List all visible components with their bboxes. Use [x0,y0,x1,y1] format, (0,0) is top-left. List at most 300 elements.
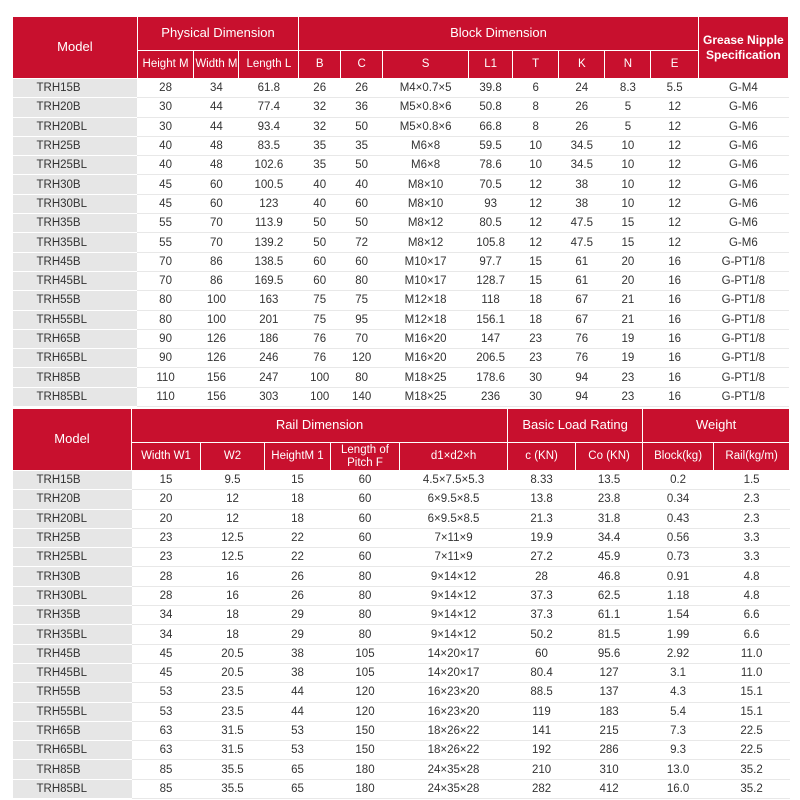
table-row [13,175,789,194]
model-cell: TRH35BL [13,233,138,252]
table-cell: 70 [194,233,239,252]
column-header: Length L [239,51,299,79]
table-cell: 63 [132,721,201,740]
model-cell: TRH20B [13,490,132,509]
table-cell: 12 [651,117,698,136]
table-cell: 7×11×9 [400,548,508,567]
model-cell: TRH65B [13,721,132,740]
table-cell: 215 [576,721,643,740]
table-cell: 28 [132,586,201,605]
table-cell: 12 [651,136,698,155]
table-cell: 6×9.5×8.5 [400,509,508,528]
table-cell: 45.9 [576,548,643,567]
table-cell: 12 [651,214,698,233]
table-cell: M18×25 [383,368,469,387]
table-cell: 1.18 [643,586,714,605]
table-cell: 127 [576,663,643,682]
table-cell: 32 [299,98,341,117]
model-cell: TRH55BL [13,310,138,329]
table-cell: 100 [194,291,239,310]
table-cell: 18 [513,310,559,329]
table-cell: 50 [341,117,383,136]
table-cell: 61 [559,271,605,290]
table-cell: 4.3 [643,683,714,702]
table-cell: M12×18 [383,310,469,329]
model-cell: TRH25B [13,528,132,547]
table-cell: 50.2 [508,625,576,644]
table-cell: 140 [341,387,383,406]
table-cell: 23 [605,368,651,387]
block-dimension-table [12,16,789,407]
table-cell: 75 [299,310,341,329]
table-cell: 22 [265,548,331,567]
table-cell: 60 [508,644,576,663]
table-cell: 40 [137,156,194,175]
table-cell: 35.5 [201,779,265,798]
table-cell: 4.8 [714,586,790,605]
table-cell: 26 [265,586,331,605]
table-row [13,606,790,625]
table-row [13,721,790,740]
table-cell: 24×35×28 [400,779,508,798]
table-cell: 30 [137,98,194,117]
table-cell: 47.5 [559,214,605,233]
model-cell: TRH85B [13,368,138,387]
table-cell: 23.5 [201,683,265,702]
table-cell: 18×26×22 [400,721,508,740]
table-cell: 12 [513,214,559,233]
table-cell: 18×26×22 [400,741,508,760]
table-cell: 1.54 [643,606,714,625]
table-cell: 36 [341,98,383,117]
table-cell: 45 [137,194,194,213]
table-cell: 138.5 [239,252,299,271]
table-cell: 16 [651,271,698,290]
table-row [13,760,790,779]
table-cell: 16×23×20 [400,683,508,702]
table-cell: 70 [194,214,239,233]
table-cell: 5 [605,98,651,117]
table-cell: 35 [341,136,383,155]
table-cell: 11.0 [714,644,790,663]
table-cell: 61 [559,252,605,271]
table-cell: 60 [331,548,400,567]
table-cell: 2.92 [643,644,714,663]
table-cell: 156 [194,387,239,406]
table-cell: 90 [137,349,194,368]
model-cell: TRH35B [13,606,132,625]
table-cell: 60 [299,252,341,271]
table-cell: G-PT1/8 [698,252,788,271]
column-header: T [513,51,559,79]
table-cell: G-M4 [698,79,788,98]
table-cell: 15.1 [714,702,790,721]
table-cell: 97.7 [469,252,513,271]
table-cell: 37.3 [508,606,576,625]
table-cell: G-PT1/8 [698,349,788,368]
table-cell: G-PT1/8 [698,291,788,310]
column-header: Width W1 [132,443,201,471]
table-cell: 70 [137,271,194,290]
table-cell: 77.4 [239,98,299,117]
model-cell: TRH85BL [13,387,138,406]
table-cell: 12 [513,233,559,252]
table-cell: 16 [651,310,698,329]
model-header: Model [13,409,132,471]
physical-dimension-header: Physical Dimension [137,17,298,51]
model-cell: TRH85B [13,760,132,779]
table-cell: 65 [265,760,331,779]
column-header: c (KN) [508,443,576,471]
model-cell: TRH65BL [13,349,138,368]
table-cell: 67 [559,310,605,329]
table-cell: 137 [576,683,643,702]
table-cell: 61.8 [239,79,299,98]
table-cell: 110 [137,368,194,387]
table-cell: 105 [331,644,400,663]
column-header: B [299,51,341,79]
table-cell: 61.1 [576,606,643,625]
table-cell: 39.8 [469,79,513,98]
model-cell: TRH30BL [13,586,132,605]
table-cell: 50 [341,214,383,233]
model-cell: TRH30B [13,175,138,194]
table-cell: G-M6 [698,194,788,213]
table-cell: 119 [508,702,576,721]
table-cell: 80 [137,291,194,310]
column-header: Co (KN) [576,443,643,471]
model-cell: TRH65B [13,329,138,348]
table-cell: 310 [576,760,643,779]
table-cell: 10 [605,136,651,155]
table-cell: 35.2 [714,760,790,779]
model-cell: TRH45B [13,644,132,663]
table-cell: 16×23×20 [400,702,508,721]
table-cell: 60 [331,509,400,528]
table-cell: 210 [508,760,576,779]
table-cell: 183 [576,702,643,721]
table-cell: 186 [239,329,299,348]
table-cell: 139.2 [239,233,299,252]
table-cell: 47.5 [559,233,605,252]
table-cell: 15 [605,233,651,252]
table-row [13,387,789,406]
column-header: Length of Pitch F [331,443,400,471]
model-cell: TRH85BL [13,779,132,798]
table-cell: 15 [513,271,559,290]
table-cell: 120 [341,349,383,368]
table-cell: M6×8 [383,136,469,155]
table-cell: 16 [651,252,698,271]
table-cell: 113.9 [239,214,299,233]
table-cell: 178.6 [469,368,513,387]
table-row [13,586,790,605]
table-cell: 201 [239,310,299,329]
table-row [13,214,789,233]
table-row [13,779,790,798]
table-cell: 15 [513,252,559,271]
table-cell: 206.5 [469,349,513,368]
table-cell: 94 [559,387,605,406]
table-cell: 21 [605,291,651,310]
table-cell: 78.6 [469,156,513,175]
column-header: Block(kg) [643,443,714,471]
table-cell: M8×12 [383,214,469,233]
table-cell: 412 [576,779,643,798]
table-cell: 11.0 [714,663,790,682]
table-cell: 0.43 [643,509,714,528]
model-cell: TRH20BL [13,117,138,136]
table-cell: 247 [239,368,299,387]
table-cell: 100.5 [239,175,299,194]
table-cell: 16 [651,329,698,348]
table-cell: 18 [201,625,265,644]
table-cell: 12 [201,509,265,528]
table-row [13,310,789,329]
table-row [13,528,790,547]
table-cell: 70 [137,252,194,271]
table-cell: 156 [194,368,239,387]
table-cell: 12 [651,194,698,213]
table-cell: 80 [341,271,383,290]
table-cell: 35 [299,136,341,155]
table-cell: G-PT1/8 [698,310,788,329]
table-row [13,194,789,213]
column-header: Rail(kg/m) [714,443,790,471]
table-row [13,271,789,290]
table-cell: 60 [331,528,400,547]
table-cell: 8 [513,98,559,117]
table-row [13,741,790,760]
table-cell: 90 [137,329,194,348]
table-cell: 169.5 [239,271,299,290]
table-cell: 46.8 [576,567,643,586]
model-cell: TRH30BL [13,194,138,213]
table-cell: M8×10 [383,194,469,213]
table-cell: G-M6 [698,156,788,175]
table-row [13,509,790,528]
table-cell: 12 [651,98,698,117]
table-cell: 9×14×12 [400,567,508,586]
table-cell: G-PT1/8 [698,329,788,348]
table-cell: 16 [651,349,698,368]
model-cell: TRH55B [13,291,138,310]
table-cell: 76 [299,349,341,368]
table-cell: 10 [605,156,651,175]
table-cell: 118 [469,291,513,310]
table-cell: 100 [194,310,239,329]
table-cell: 16 [201,586,265,605]
table-cell: 44 [265,683,331,702]
table-cell: 4.8 [714,567,790,586]
table-cell: G-PT1/8 [698,271,788,290]
table-cell: 26 [265,567,331,586]
table-cell: 23.5 [201,702,265,721]
model-cell: TRH25BL [13,548,132,567]
table-cell: 28 [132,567,201,586]
table-cell: 120 [331,683,400,702]
table-cell: M5×0.8×6 [383,117,469,136]
table-cell: 3.3 [714,548,790,567]
table-cell: 28 [508,567,576,586]
table-cell: 85 [132,779,201,798]
table-row [13,471,790,490]
table-cell: 80 [331,586,400,605]
table-cell: 105 [331,663,400,682]
table-cell: G-M6 [698,98,788,117]
table-row [13,368,789,387]
table-cell: 53 [132,702,201,721]
table-row [13,349,789,368]
table-cell: 72 [341,233,383,252]
table-cell: 75 [341,291,383,310]
table-row [13,548,790,567]
table-cell: 24×35×28 [400,760,508,779]
table-cell: 30 [137,117,194,136]
column-header: W2 [201,443,265,471]
table-cell: 5 [605,117,651,136]
table-cell: 18 [265,509,331,528]
table-cell: 20 [132,509,201,528]
table-cell: 16 [651,368,698,387]
table-row [13,117,789,136]
table-cell: 45 [132,644,201,663]
table-cell: 31.8 [576,509,643,528]
table-cell: 27.2 [508,548,576,567]
table-cell: 66.8 [469,117,513,136]
table-cell: 80 [341,368,383,387]
table-cell: M12×18 [383,291,469,310]
table-cell: 86 [194,252,239,271]
table-cell: 95 [341,310,383,329]
table-cell: 15.1 [714,683,790,702]
table-cell: 55 [137,214,194,233]
table-cell: 38 [559,175,605,194]
table-cell: 6 [513,79,559,98]
table-cell: 7.3 [643,721,714,740]
table-cell: 53 [132,683,201,702]
table-cell: 282 [508,779,576,798]
table-cell: 12.5 [201,548,265,567]
table-cell: 34.4 [576,528,643,547]
table-cell: 38 [559,194,605,213]
table-cell: 23 [132,548,201,567]
table-cell: 19.9 [508,528,576,547]
table-cell: 48 [194,136,239,155]
table-cell: 94 [559,368,605,387]
table-cell: G-M6 [698,117,788,136]
table-cell: 12 [651,233,698,252]
table-cell: 76 [299,329,341,348]
table-cell: M5×0.8×6 [383,98,469,117]
column-header: HeightM 1 [265,443,331,471]
table-cell: 22.5 [714,741,790,760]
table-cell: 80.4 [508,663,576,682]
table-cell: 147 [469,329,513,348]
table-cell: 6×9.5×8.5 [400,490,508,509]
table-cell: 126 [194,329,239,348]
table-cell: 76 [559,349,605,368]
model-cell: TRH15B [13,471,132,490]
table-cell: 26 [299,79,341,98]
table-cell: 12 [651,156,698,175]
table-cell: 59.5 [469,136,513,155]
table-row [13,663,790,682]
table-cell: 88.5 [508,683,576,702]
grease-nipple-header: Grease Nipple Specification [698,17,788,79]
table-cell: 93 [469,194,513,213]
table-cell: 22.5 [714,721,790,740]
table-cell: 100 [299,387,341,406]
table-cell: 6.6 [714,606,790,625]
table-cell: 12 [651,175,698,194]
model-cell: TRH65BL [13,741,132,760]
table-cell: 2.3 [714,490,790,509]
table-cell: 20 [605,252,651,271]
table-cell: 55 [137,233,194,252]
column-header: C [341,51,383,79]
table-cell: 12.5 [201,528,265,547]
table-cell: M10×17 [383,252,469,271]
table-cell: 236 [469,387,513,406]
table-cell: 80 [331,567,400,586]
rail-dimension-header: Rail Dimension [132,409,508,443]
block-dimension-header: Block Dimension [299,17,699,51]
table-cell: 9×14×12 [400,586,508,605]
table-cell: 67 [559,291,605,310]
table-cell: 45 [132,663,201,682]
model-cell: TRH25BL [13,156,138,175]
table-cell: 1.99 [643,625,714,644]
table-cell: 80 [137,310,194,329]
table-cell: 2.3 [714,509,790,528]
table-row [13,625,790,644]
table-cell: 14×20×17 [400,663,508,682]
table-cell: 34.5 [559,136,605,155]
table-cell: 105.8 [469,233,513,252]
table-cell: 93.4 [239,117,299,136]
table-cell: 37.3 [508,586,576,605]
table-cell: 23 [513,329,559,348]
table-cell: 40 [299,175,341,194]
table-cell: 9.3 [643,741,714,760]
table-cell: 23.8 [576,490,643,509]
column-header: E [651,51,698,79]
table-cell: 0.56 [643,528,714,547]
table-cell: 40 [137,136,194,155]
table-cell: 50.8 [469,98,513,117]
table-cell: 9×14×12 [400,606,508,625]
model-header: Model [13,17,138,79]
table-cell: 303 [239,387,299,406]
table-cell: 13.5 [576,471,643,490]
table-cell: 35 [299,156,341,175]
table-cell: 85 [132,760,201,779]
table-cell: 5.5 [651,79,698,98]
table-cell: 163 [239,291,299,310]
table-cell: 0.34 [643,490,714,509]
table-cell: 286 [576,741,643,760]
table-cell: 53 [265,721,331,740]
table-cell: 12 [513,175,559,194]
table-cell: 15 [265,471,331,490]
table-cell: 180 [331,779,400,798]
table-cell: G-PT1/8 [698,387,788,406]
table-cell: 53 [265,741,331,760]
table-cell: 26 [559,98,605,117]
table-cell: 12 [513,194,559,213]
column-header: Width M [194,51,239,79]
